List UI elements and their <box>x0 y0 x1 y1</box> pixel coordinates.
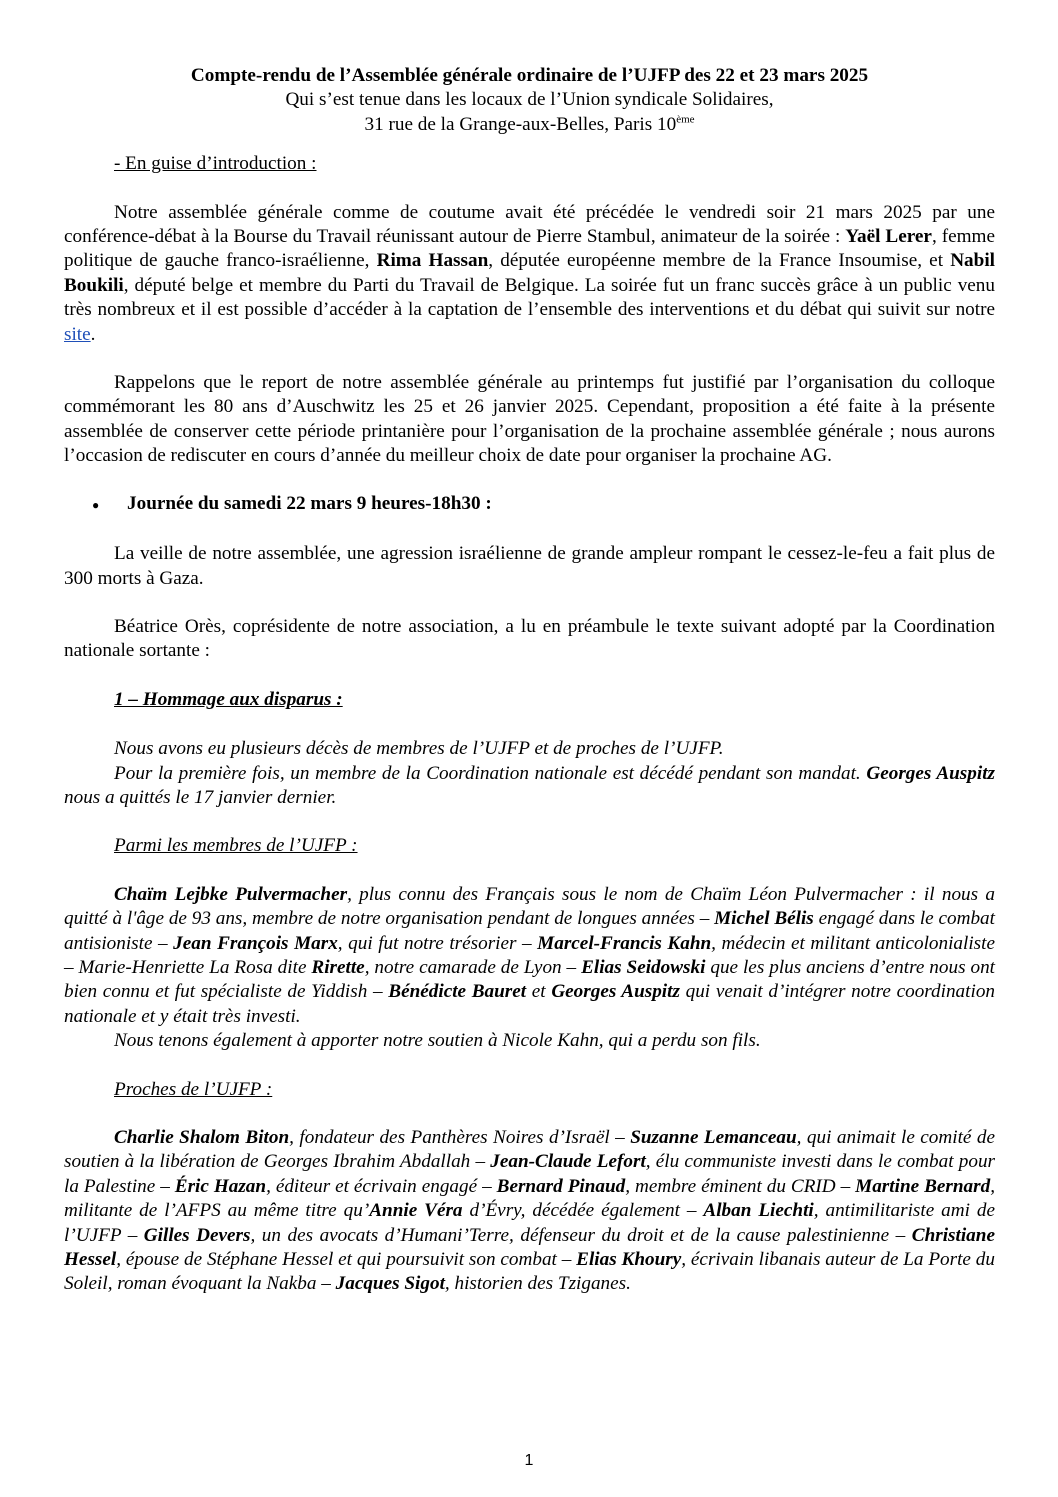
members-paragraph <box>64 883 995 1029</box>
text-run: , membre éminent du CRID – <box>625 1175 856 1197</box>
person-name: Rima Hassan <box>376 250 489 272</box>
text-run: , un des avocats d’Humani’Terre, défenseur du droit et de la cause palestinienne – <box>250 1224 912 1246</box>
person-name: Suzanne Lemanceau <box>630 1127 797 1148</box>
relatives-paragraph <box>64 1126 995 1297</box>
person-name: Éric Hazan <box>174 1175 267 1197</box>
text-run: , plus connu des Français sous le nom de Chaïm Léon Pulvermacher : il nous a quitté à l'âge de 93 ans, membre de notre organisation pendant de longues années – <box>64 883 995 930</box>
person-name: Jacques Sigot <box>335 1273 445 1295</box>
text-run: , qui animait le comité de soutien à la libération de Georges Ibrahim Abdallah – <box>64 1127 995 1173</box>
text-run: d’Évry, décédée également – <box>462 1200 704 1222</box>
text-run: , antimilitariste ami de l’UJFP – <box>64 1200 995 1246</box>
person-name: Nabil Boukili <box>64 250 995 296</box>
text-run: , épouse de Stéphane Hessel et qui poursuivit son combat – <box>116 1249 577 1271</box>
members-heading-text: Parmi les membres de l’UJFP : <box>114 835 358 857</box>
person-name: Michel Bélis <box>714 908 814 930</box>
person-name: Georges Auspitz <box>551 981 680 1003</box>
site-link[interactable]: site <box>64 323 91 345</box>
text-run: , militante de l’AFPS au même titre qu’ <box>64 1175 995 1222</box>
text-run: Notre assemblée générale comme de coutume avait été précédée le vendredi soir 21 mars 2025 par une conférence-débat à la Bourse du Travail réunissant autour de Pierre Stambul, animateur de la soirée : <box>64 201 995 248</box>
person-name: Bernard Pinaud <box>496 1175 626 1197</box>
text-run: , écrivain libanais auteur de La Porte du Soleil, roman évoquant la Nakba – <box>64 1249 995 1295</box>
person-name: Rirette <box>311 956 365 978</box>
relatives-heading <box>64 1078 995 1102</box>
text-run: , députée européenne membre de la France Insoumise, et <box>488 250 951 272</box>
person-name: Bénédicte Bauret <box>388 981 527 1003</box>
text-run: nous a quittés le 17 janvier dernier. <box>64 786 337 808</box>
document-page <box>64 64 995 1297</box>
page-number: 1 <box>524 1452 534 1469</box>
bullet-icon: ● <box>92 497 100 512</box>
text-run: , élu communiste investi dans le combat pour la Palestine – <box>64 1151 995 1197</box>
text-run: , femme politique de gauche franco-israélienne, <box>64 226 995 272</box>
text-run: qui venait d’intégrer notre coordination nationale et y était très investi. <box>64 981 996 1027</box>
person-name: Georges Auspitz <box>866 762 995 784</box>
address-line <box>64 113 995 137</box>
text-run: et <box>526 981 552 1003</box>
text-run: , historien des Tziganes. <box>444 1273 631 1295</box>
members-heading <box>64 834 995 858</box>
person-name: Jean François Marx <box>173 932 338 954</box>
text-run: , médecin et militant anticolonialiste – Marie-Henriette La Rosa dite <box>64 932 995 978</box>
text-run: Pour la première fois, un membre de la Coordination nationale est décédé pendant son mandat. <box>114 762 867 784</box>
person-name: Elias Khoury <box>576 1249 682 1271</box>
text-run: , éditeur et écrivain engagé – <box>266 1175 497 1197</box>
address-superscript: ème <box>676 113 695 126</box>
intro-heading-text: - En guise d’introduction : <box>114 153 317 175</box>
person-name: Annie Véra <box>369 1200 463 1222</box>
person-name: Marcel-Francis Kahn <box>537 932 712 954</box>
text-run: , fondateur des Panthères Noires d’Israël – <box>289 1127 631 1148</box>
person-name: Chaïm Lejbke Pulvermacher <box>114 883 348 905</box>
intro-heading <box>64 152 995 176</box>
person-name: Martine Bernard <box>855 1175 991 1197</box>
document-title: Compte-rendu de l’Assemblée générale ordinaire de l’UJFP des 22 et 23 mars 2025 <box>190 65 869 86</box>
person-name: Charlie Shalom Biton <box>114 1127 290 1148</box>
document-header <box>64 64 995 137</box>
day-heading: Journée du samedi 22 mars 9 heures-18h30 : <box>127 492 492 514</box>
person-name: Gilles Devers <box>143 1224 251 1246</box>
text-run: . <box>90 323 96 345</box>
relatives-heading-text: Proches de l’UJFP : <box>114 1078 273 1100</box>
intro-paragraph-1 <box>64 201 995 347</box>
text-run: , qui fut notre trésorier – <box>337 932 538 954</box>
section-heading-1 <box>64 688 995 712</box>
venue-line: Qui s’est tenue dans les locaux de l’Union syndicale Solidaires, <box>285 89 774 111</box>
text-run: engagé dans le combat antisioniste – <box>64 908 995 954</box>
day-paragraph-2: Béatrice Orès, coprésidente de notre association, a lu en préambule le texte suivant adopté par la Coordination nationale sortante : <box>64 615 995 662</box>
day-bullet <box>64 492 995 517</box>
day-paragraph-1: La veille de notre assemblée, une agression israélienne de grande ampleur rompant le cessez-le-feu a fait plus de 300 morts à Gaza. <box>64 543 995 589</box>
person-name: Jean-Claude Lefort <box>490 1151 646 1173</box>
text-run: , notre camarade de Lyon – <box>364 956 582 978</box>
person-name: Christiane Hessel <box>64 1224 995 1271</box>
person-name: Yaël Lerer <box>845 226 932 248</box>
person-name: Alban Liechti <box>703 1200 814 1222</box>
text-run: , député belge et membre du Parti du Travail de Belgique. La soirée fut un franc succès grâce à un public venu très nombreux et il est possible d’accéder à la captation de l’ensemble des interventions et du débat qui suivit sur notre <box>64 274 995 321</box>
section1-paragraph-1: Nous avons eu plusieurs décès de membres de l’UJFP et de proches de l’UJFP. <box>114 738 724 760</box>
section-heading-text: 1 – Hommage aux disparus : <box>114 688 343 710</box>
intro-paragraph-2: Rappelons que le report de notre assemblée générale au printemps fut justifié par l’organisation du colloque commémorant les 80 ans d’Auschwitz les 25 et 26 janvier 2025. Cependant, proposition a été faite à la présente assemblée de conserver cette période printanière pour l’organisation de la prochaine assemblée générale ; nous aurons l’occasion de rediscuter en cours d’année du meilleur choix de date pour organiser la prochaine AG. <box>64 372 995 467</box>
address-text: 31 rue de la Grange-aux-Belles, Paris 10 <box>364 113 677 135</box>
text-run: que les plus anciens d’entre nous ont bien connu et fut spécialiste de Yiddish – <box>64 956 995 1003</box>
members-paragraph-2: Nous tenons également à apporter notre soutien à Nicole Kahn, qui a perdu son fils. <box>114 1030 761 1052</box>
person-name: Elias Seidowski <box>581 956 706 978</box>
section1-paragraph-2 <box>64 762 995 811</box>
